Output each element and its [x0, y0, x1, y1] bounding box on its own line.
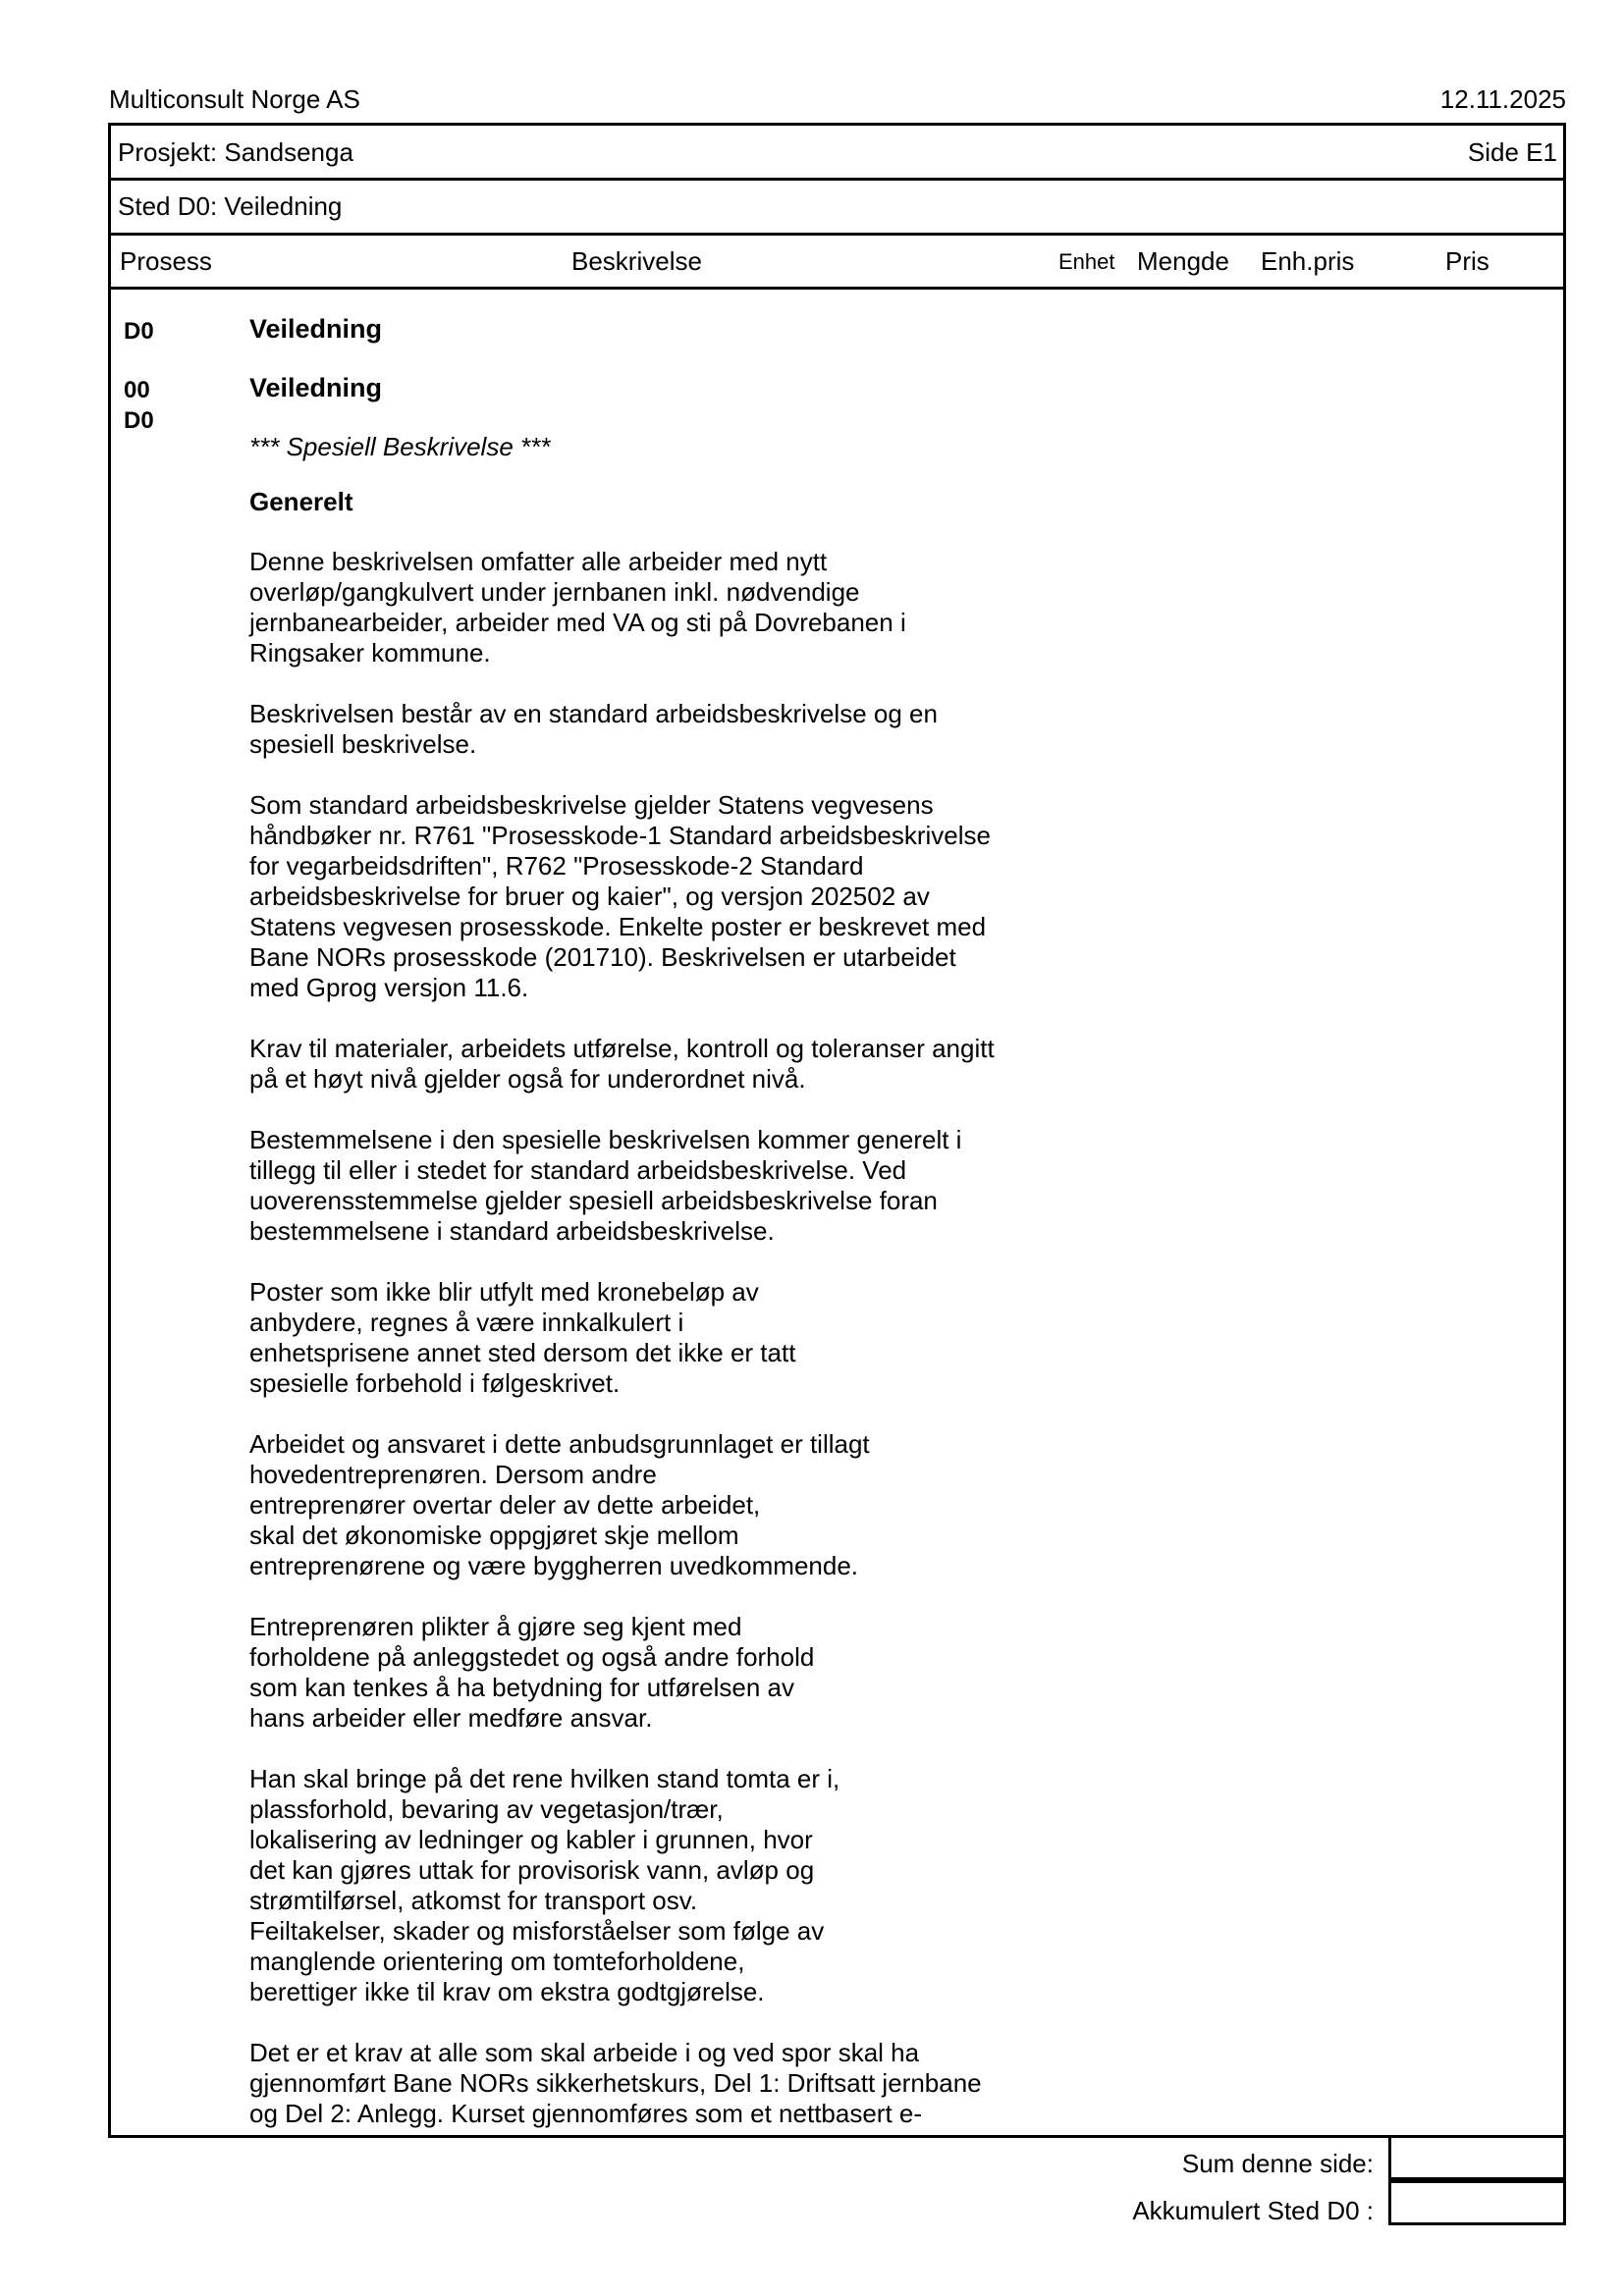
paragraph: Arbeidet og ansvaret i dette anbudsgrunnlaget er tillagt hovedentreprenøren. Dersom andre entreprenører overtar deler av dette arbeidet, skal det økonomiske oppgjøret skje mellom entreprenørene og være byggherren uvedkommende.	[249, 1429, 870, 1580]
paragraph: Som standard arbeidsbeskrivelse gjelder Statens vegvesens håndbøker nr. R761 "Prosesskode-1 Standard arbeidsbeskrivelse for vegarbeidsdriften", R762 "Prosesskode-2 Standard arbeidsbeskrivelse for bruer og kaier", og versjon 202502 av Statens vegvesen prosesskode. Enkelte poster er beskrevet med Bane NORs prosesskode (201710). Beskrivelsen er utarbeidet med Gprog versjon 11.6.	[249, 790, 991, 1002]
location-title: Sted D0: Veiledning	[118, 191, 343, 221]
column-header-prosess: Prosess	[120, 246, 212, 276]
subheading: Generelt	[249, 487, 353, 516]
paragraph: Han skal bringe på det rene hvilken stand tomta er i, plassforhold, bevaring av vegetasjon/trær, lokalisering av ledninger og kabler i grunnen, hvor det kan gjøres uttak for provisorisk vann, avløp og strømtilførsel, atkomst for transport osv. Feiltakelser, skader og misforståelser som følge av manglende orientering om tomteforholdene, berettiger ikke til krav om ekstra godtgjørelse.	[249, 1764, 840, 2006]
column-header-pris: Pris	[1445, 246, 1489, 276]
paragraph: Det er et krav at alle som skal arbeide i og ved spor skal ha gjennomført Bane NORs sikkerhetskurs, Del 1: Driftsatt jernbane og Del 2: Anlegg. Kurset gjennomføres som et nettbasert e-	[249, 2038, 982, 2128]
divider	[108, 287, 1566, 290]
accumulated-label: Akkumulert Sted D0 :	[1132, 2196, 1374, 2225]
sum-page-value	[1388, 2135, 1566, 2180]
process-code: D0	[124, 407, 154, 434]
process-code: D0	[124, 318, 154, 345]
document-date: 12.11.2025	[1439, 84, 1566, 114]
section-title: Veiledning	[249, 373, 383, 402]
paragraph: Krav til materialer, arbeidets utførelse, kontroll og toleranser angitt på et høyt nivå gjelder også for underordnet nivå.	[249, 1034, 995, 1094]
column-header-enhet: Enhet	[1058, 249, 1115, 274]
divider	[108, 178, 1566, 181]
paragraph: Poster som ikke blir utfylt med kronebeløp av anbydere, regnes å være innkalkulert i enhetsprisene annet sted dersom det ikke er tatt spesielle forbehold i følgeskrivet.	[249, 1277, 796, 1398]
divider	[108, 2135, 1566, 2138]
column-header-enhpris: Enh.pris	[1261, 246, 1355, 276]
column-header-beskrivelse: Beskrivelse	[571, 246, 702, 276]
section-title: Veiledning	[249, 314, 383, 344]
process-code: 00	[124, 377, 150, 403]
paragraph: Denne beskrivelsen omfatter alle arbeider med nytt overløp/gangkulvert under jernbanen inkl. nødvendige jernbanearbeider, arbeider med VA og sti på Dovrebanen i Ringsaker kommune.	[249, 547, 906, 667]
paragraph: Entreprenøren plikter å gjøre seg kjent med forholdene på anleggstedet og også andre forhold som kan tenkes å ha betydning for utførelsen av hans arbeider eller medføre ansvar.	[249, 1612, 815, 1733]
paragraph: Bestemmelsene i den spesielle beskrivelsen kommer generelt i tillegg til eller i stedet for standard arbeidsbeskrivelse. Ved uoverensstemmelse gjelder spesiell arbeidsbeskrivelse foran bestemmelsene i standard arbeidsbeskrivelse.	[249, 1125, 962, 1246]
special-description-label: *** Spesiell Beskrivelse ***	[249, 432, 551, 461]
project-title: Prosjekt: Sandsenga	[118, 137, 353, 167]
divider	[108, 233, 1566, 236]
column-header-mengde: Mengde	[1137, 246, 1229, 276]
accumulated-value	[1388, 2180, 1566, 2225]
page-number: Side E1	[1467, 137, 1557, 167]
sum-page-label: Sum denne side:	[1181, 2149, 1374, 2178]
company-name: Multiconsult Norge AS	[109, 84, 360, 114]
paragraph: Beskrivelsen består av en standard arbeidsbeskrivelse og en spesiell beskrivelse.	[249, 699, 938, 759]
